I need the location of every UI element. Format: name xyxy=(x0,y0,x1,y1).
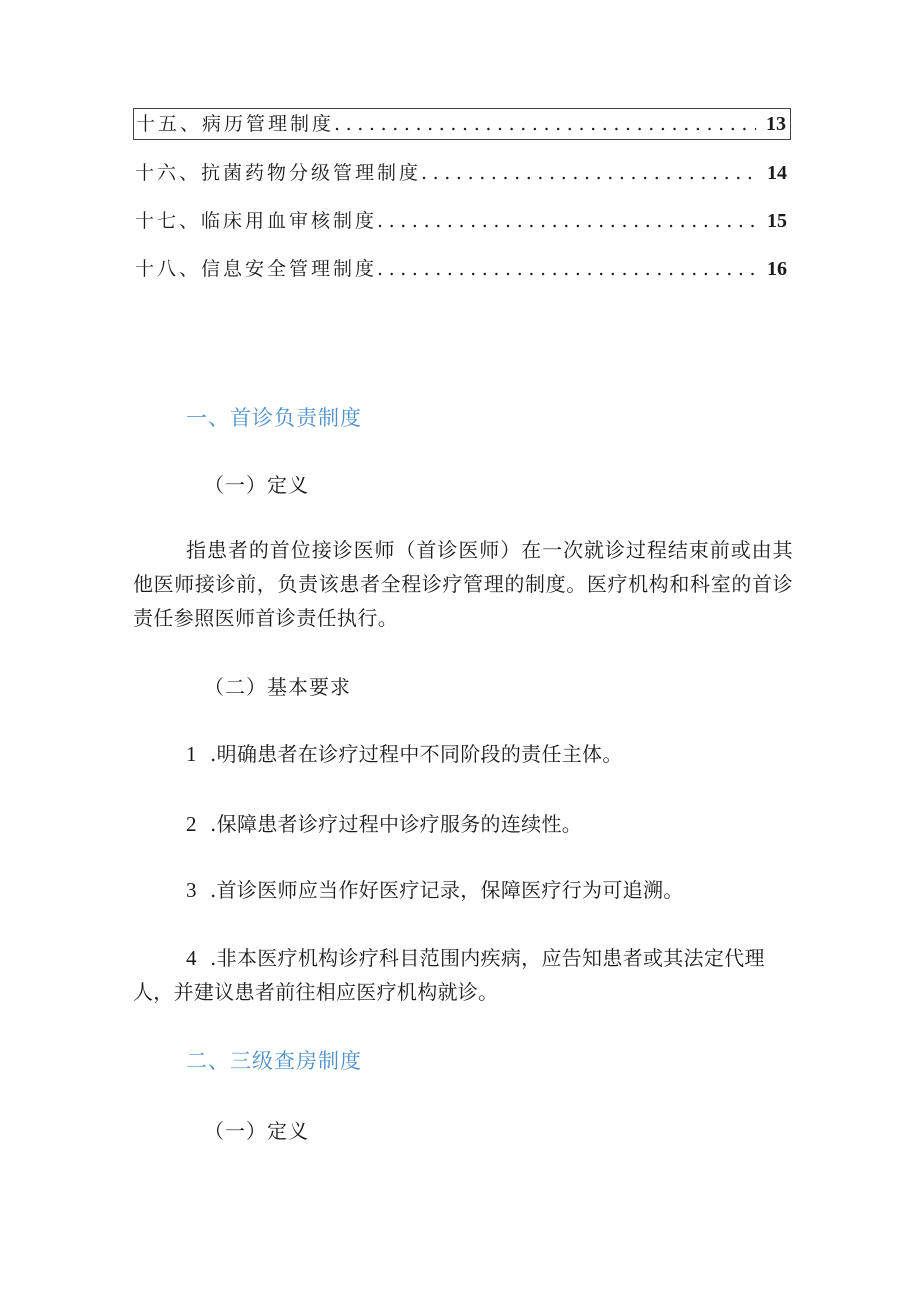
toc-entry-title: 十五、病历管理制度 xyxy=(136,113,335,135)
toc-entry-page: 16 xyxy=(767,258,787,280)
requirement-text: .非本医疗机构诊疗科目范围内疾病，应告知患者或其法定代理人，并建议患者前往相应医疗机构就诊。 xyxy=(133,946,765,1004)
requirement-item xyxy=(133,807,793,841)
toc-entry-title: 十六、抗菌药物分级管理制度 xyxy=(135,162,422,184)
toc-entry[interactable] xyxy=(133,156,791,190)
toc-entry[interactable] xyxy=(133,108,791,140)
toc-entry[interactable] xyxy=(133,252,791,286)
requirement-text: .首诊医师应当作好医疗记录，保障医疗行为可追溯。 xyxy=(210,878,684,902)
toc-entry-title: 十八、信息安全管理制度 xyxy=(135,258,378,280)
requirement-text: .明确患者在诊疗过程中不同阶段的责任主体。 xyxy=(210,742,623,766)
toc-entry-page: 13 xyxy=(766,113,786,135)
toc-leader-dots xyxy=(377,204,757,238)
requirement-number: 3 xyxy=(186,878,197,902)
table-of-contents xyxy=(133,108,791,300)
section-heading: 一、首诊负责制度 xyxy=(186,406,362,430)
toc-leader-dots xyxy=(377,252,757,286)
requirement-item xyxy=(133,873,793,907)
toc-leader-dots xyxy=(334,109,756,139)
requirement-text: .保障患者诊疗过程中诊疗服务的连续性。 xyxy=(210,812,583,836)
section-heading: 二、三级查房制度 xyxy=(186,1049,362,1073)
subsection-heading: （一）定义 xyxy=(204,1119,309,1143)
requirement-item xyxy=(133,737,793,771)
toc-entry-page: 14 xyxy=(767,162,787,184)
requirement-number: 2 xyxy=(186,812,197,836)
toc-leader-dots xyxy=(421,156,757,190)
requirement-number: 1 xyxy=(186,742,197,766)
requirement-number: 4 xyxy=(186,946,197,970)
toc-entry-title: 十七、临床用血审核制度 xyxy=(135,210,378,232)
subsection-heading: （一）定义 xyxy=(204,473,309,497)
definition-paragraph: 指患者的首位接诊医师（首诊医师）在一次就诊过程结束前或由其他医师接诊前，负责该患者全程诊疗管理的制度。医疗机构和科室的首诊责任参照医师首诊责任执行。 xyxy=(133,538,793,630)
subsection-heading: （二）基本要求 xyxy=(204,675,351,699)
requirement-item xyxy=(133,941,793,1009)
toc-entry-page: 15 xyxy=(767,210,787,232)
toc-entry[interactable] xyxy=(133,204,791,238)
